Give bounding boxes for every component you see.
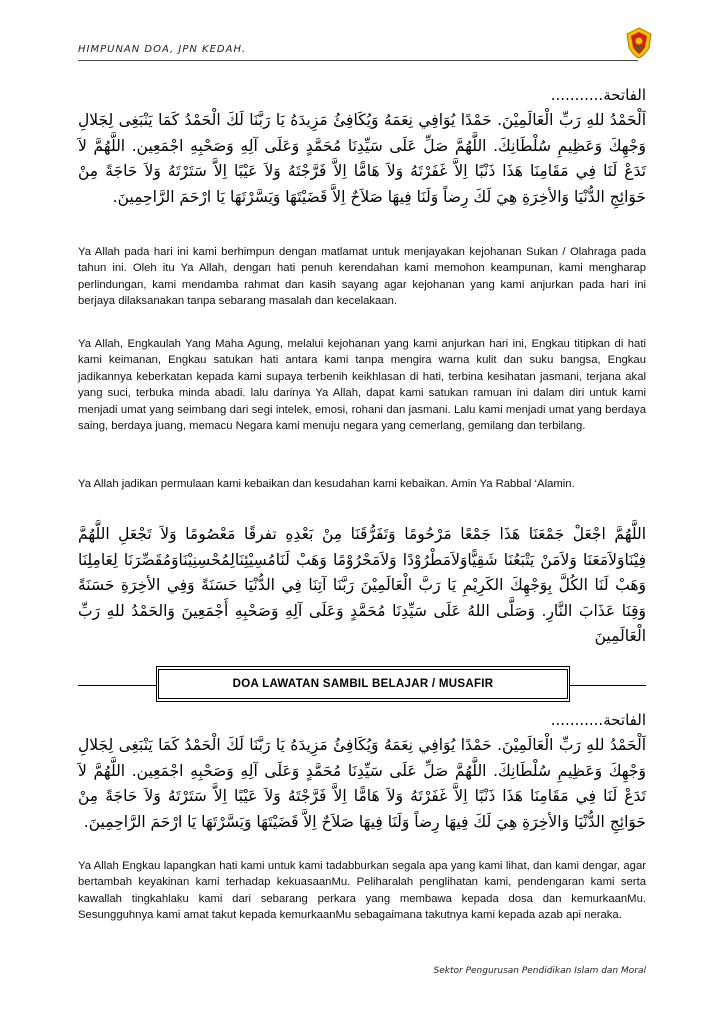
paragraph-1: Ya Allah pada hari ini kami berhimpun dengan matlamat untuk menjayakan kejohanan Sukan / Olahraga pada tahun ini. Oleh itu Ya Allah, dengan hati penuh kerendahan kami memohon keampunan, kami mengharap perlindungan, kami mendamba rahmat dan kasih sayang agar kejohanan yang kami anjurkan pada hari ini berjaya dilaksanakan tanpa sebarang masalah dan kecelakaan. [78, 246, 646, 308]
section-line-left [78, 685, 156, 686]
paragraph-3: Ya Allah jadikan permulaan kami kebaikan dan kesudahan kami kebaikan. Amin Ya Rabbal ‘Alamin. [78, 478, 575, 490]
section-title: DOA LAWATAN SAMBIL BELAJAR / MUSAFIR [158, 669, 568, 699]
arabic-doa-1: اَلْحَمْدُ للهِ رَبِّ الْعَالَمِيْنَ. حَمْدًا يُوَافِي نِعَمَهُ وَيُكَافِئُ مَزِيدَهُ يَا رَبَّنَا لَكَ الْحَمْدُ كَمَا يَنْبَغِى لِجَلالِ وَجْهِكَ وَعَظِيمِ سُلْطَانِكَ. اللَّهُمَّ صَلِّ عَلَى سَيِّدِنَا مُحَمَّدٍ وَعَلَى آلِهِ وَصَحْبِهِ اجْمَعِين. اللَّهُمَّ لاَ تَدَعْ لَنَا فِي مَقَامِنَا هَذَا ذَنْبًا اِلاَّ غَفَرْتَهُ وَلاَ هَامًّا اِلاَّ فَرَّجْتَهُ وَلاَ عَيْبًا اِلاَّ سَتَرْتَهُ وَلاَ حَاجَةً مِنْ حَوَائِجِ الدُّنْيَا وَالأخِرَةِ هِيَ لَكَ رِضاً وَلَنَا فِيهَا صَلاَحٌ اِلاَّ قَضَيْتَهَا وَيَسَّرْتَهَا يَا ارْحَمَ الرَّاحِمِينَ. [78, 111, 646, 206]
header-title: HIMPUNAN DOA, JPN KEDAH. [78, 44, 247, 55]
page-header [78, 40, 658, 62]
header-divider [78, 60, 638, 61]
arabic-doa-3: اَلْحَمْدُ للهِ رَبِّ الْعَالَمِيْنَ. حَمْدًا يُوَافِي نِعَمَهُ وَيُكَافِئُ مَزِيدَهُ يَا رَبَّنَا لَكَ الْحَمْدُ كَمَا يَنْبَغِى لِجَلالِ وَجْهِكَ وَعَظِيمِ سُلْطَانِكَ. اللَّهُمَّ صَلِّ عَلَى سَيِّدِنَا مُحَمَّدٍ وَعَلَى آلِهِ وَصَحْبِهِ اجْمَعِين. اللَّهُمَّ لاَ تَدَعْ لَنَا فِي مَقَامِنَا هَذَا ذَنْبًا اِلاَّ غَفَرْتَهُ وَلاَ هَامًّا اِلاَّ فَرَّجْتَهُ وَلاَ عَيْبًا اِلاَّ سَتَرْتَهُ وَلاَ حَاجَةً مِنْ حَوَائِجِ الدُّنْيَا وَالأخِرَةِ هِيَ لَكَ فِيهَا رِضاً وَلَنَا فِيهَا صَلاَحٌ اِلاَّ قَضَيْتَهَا وَيَسَّرْتَهَا يَا ارْحَمَ الرَّاحِمِينَ. [78, 736, 646, 831]
footer-text: Sektor Pengurusan Pendidikan Islam dan Moral [433, 966, 646, 976]
fatihah-label-1: الفاتحة........... [550, 86, 646, 104]
arabic-doa-2: اللَّهُمَّ اجْعَلْ جَمْعَنَا هَذَا جَمْعًا مَرْحُومًا وَتَفَرُّقَنَا مِنْ بَعْدِهِ تفرقًا مَعْصُومًا وَلاَ تَجْعَلِ اللَّهُمَّ فِيْنَاوَلاَمَعَنَا وَلاَمَنْ يَتْبَعُنَا شَقِيًّاوَلاَمَطْرُوْدًا وَلاَمَحْرُوْمًا وَهَبْ لَنَامُسِيْئِنَالِمُحْسِنِيْنَاوَمُقَصِّرَنَا لِعَامِلِنَا وَهَبْ لَنَا الكُلَّ بِوَجْهِكَ الكَرِيْمِ يَا رَبَّ الْعَالَمِيْنَ رَبَّنَا آتِنَا فِي الدُّنْيَا حَسَنَةً وَفِي الأخِرَةِ حَسَنَةً وَقِنَا عَذَابَ النَّارِ. وَصَلَّى اللهُ عَلَى سَيِّدِنَا مُحَمَّدٍ وَعَلَى آلِهِ وَصَحْبِهِ أَجْمَعِينَ وَالحَمْدُ للهِ رَبِّ الْعَالَمِينَ [78, 525, 646, 645]
paragraph-4: Ya Allah Engkau lapangkan hati kami untuk kami tadabburkan segala apa yang kami lihat, dan kami dengar, agar bertambah keyakinan kami terhadap kekuasaanMu. Peliharalah penglihatan kami, pendengaran kami serta kawallah tingkahlaku kami dari sebarang perkara yang membawa kepada dosa dan kemurkaanMu. Sesungguhnya kami amat takut kepada kemurkaanMu sebagaimana takutnya kami kepada azab api neraka. [78, 860, 646, 922]
fatihah-label-2: الفاتحة........... [550, 711, 646, 729]
section-line-right [570, 685, 646, 686]
state-emblem-icon [624, 26, 654, 60]
paragraph-2: Ya Allah, Engkaulah Yang Maha Agung, melalui kejohanan yang kami anjurkan hari ini, Engkau titipkan di hati kami keimanan, Engkau satukan hati antara kami tanpa mengira warna kulit dan suku bangsa, Engkau jadikannya keberkatan kepada kami supaya terbenih keikhlasan di hati, terbina kesihatan jasmani, terjana akal yang suci, terbuka minda abadi. lalu darinya Ya Allah, dapat kami satukan ramuan ini dalam diri untuk kami menjadi umat yang seimbang dari segi intelek, emosi, rohani dan jasmani. Lalu kami menjadi umat yang berdaya saing, berdaya juang, memacu Negara kami menuju negara yang cemerlang, gemilang dan terbilang. [78, 338, 646, 433]
